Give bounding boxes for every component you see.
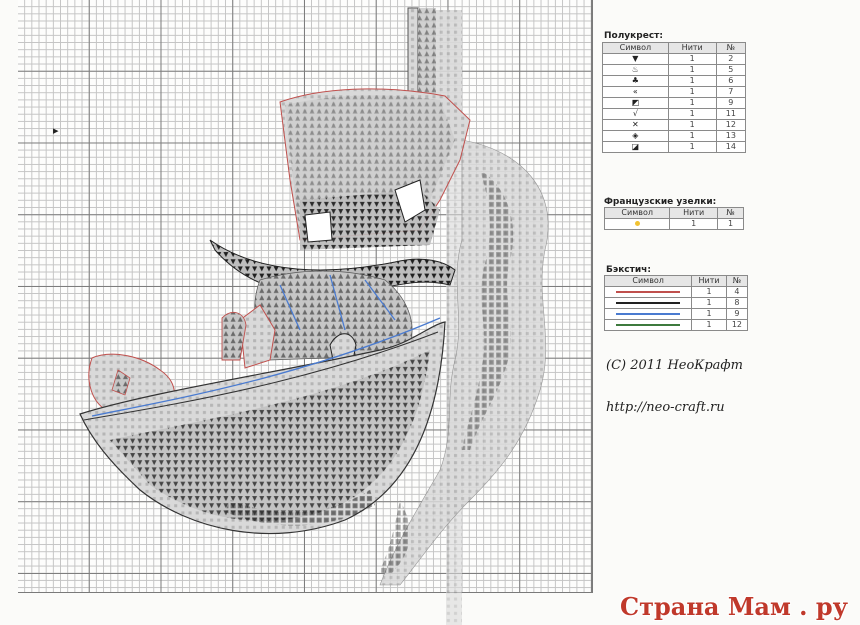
number-cell: 6	[716, 76, 745, 87]
threads-cell: 1	[668, 98, 716, 109]
top-hat	[210, 89, 470, 295]
backstitch-title: Бэкстич:	[606, 265, 651, 275]
number-cell: 12	[716, 120, 745, 131]
backstitch-line-swatch	[616, 324, 680, 326]
row-marker-arrow-icon: ▸	[53, 124, 59, 137]
number-cell: 11	[716, 109, 745, 120]
symbol-icon: √	[632, 109, 638, 118]
website-url: http://neo-craft.ru	[606, 400, 725, 415]
threads-cell: 1	[692, 309, 727, 320]
threads-cell: 1	[668, 65, 716, 76]
table-row	[605, 309, 748, 320]
column-number: №	[717, 208, 743, 219]
threads-cell: 1	[692, 298, 727, 309]
french-knot-dot-icon	[635, 221, 640, 226]
table-row	[605, 219, 744, 230]
symbol-icon: ◪	[631, 142, 640, 151]
table-row	[603, 109, 746, 120]
symbol-icon: ◈	[632, 131, 639, 140]
column-threads: Нити	[668, 43, 716, 54]
threads-cell: 1	[668, 131, 716, 142]
table-row	[603, 76, 746, 87]
number-cell: 9	[716, 98, 745, 109]
half-cross-table	[602, 42, 746, 153]
threads-cell: 1	[668, 109, 716, 120]
symbol-icon: ▼	[632, 54, 639, 63]
threads-cell: 1	[668, 87, 716, 98]
table-row	[603, 87, 746, 98]
table-row	[605, 287, 748, 298]
column-threads: Нити	[670, 208, 718, 219]
french-knots-title: Французские узелки:	[604, 197, 717, 207]
column-number: №	[726, 276, 747, 287]
table-row	[603, 120, 746, 131]
threads-cell: 1	[668, 142, 716, 153]
table-row	[605, 298, 748, 309]
backstitch-line-swatch	[616, 291, 680, 293]
backstitch-table	[604, 275, 748, 331]
copyright-text: (C) 2011 НеоКрафт	[606, 358, 743, 373]
column-symbol: Символ	[605, 208, 670, 219]
threads-cell: 1	[692, 320, 727, 331]
number-cell: 14	[716, 142, 745, 153]
table-row	[605, 320, 748, 331]
number-cell: 13	[716, 131, 745, 142]
column-number: №	[716, 43, 745, 54]
table-row	[603, 65, 746, 76]
column-threads: Нити	[692, 276, 727, 287]
threads-cell: 1	[668, 54, 716, 65]
table-row	[603, 131, 746, 142]
column-symbol: Символ	[603, 43, 669, 54]
number-cell: 2	[716, 54, 745, 65]
symbol-icon: ♣	[631, 76, 639, 85]
number-cell: 1	[717, 219, 743, 230]
number-cell: 5	[716, 65, 745, 76]
number-cell: 7	[716, 87, 745, 98]
threads-cell: 1	[692, 287, 727, 298]
site-watermark: Страна Мам . ру	[620, 592, 848, 621]
table-row	[603, 54, 746, 65]
number-cell: 9	[726, 309, 747, 320]
backstitch-line-swatch	[616, 302, 680, 304]
symbol-icon: ◩	[631, 98, 640, 107]
number-cell: 4	[726, 287, 747, 298]
number-cell: 12	[726, 320, 747, 331]
table-row	[603, 142, 746, 153]
symbol-icon: «	[632, 87, 638, 96]
french-knots-table	[604, 207, 744, 230]
threads-cell: 1	[668, 120, 716, 131]
number-cell: 8	[726, 298, 747, 309]
column-symbol: Символ	[605, 276, 692, 287]
threads-cell: 1	[670, 219, 718, 230]
backstitch-line-swatch	[616, 313, 680, 315]
symbol-icon: ✕	[632, 120, 639, 129]
table-row	[603, 98, 746, 109]
symbol-icon: ♨	[631, 65, 639, 74]
half-cross-title: Полукрест:	[604, 31, 663, 41]
threads-cell: 1	[668, 76, 716, 87]
